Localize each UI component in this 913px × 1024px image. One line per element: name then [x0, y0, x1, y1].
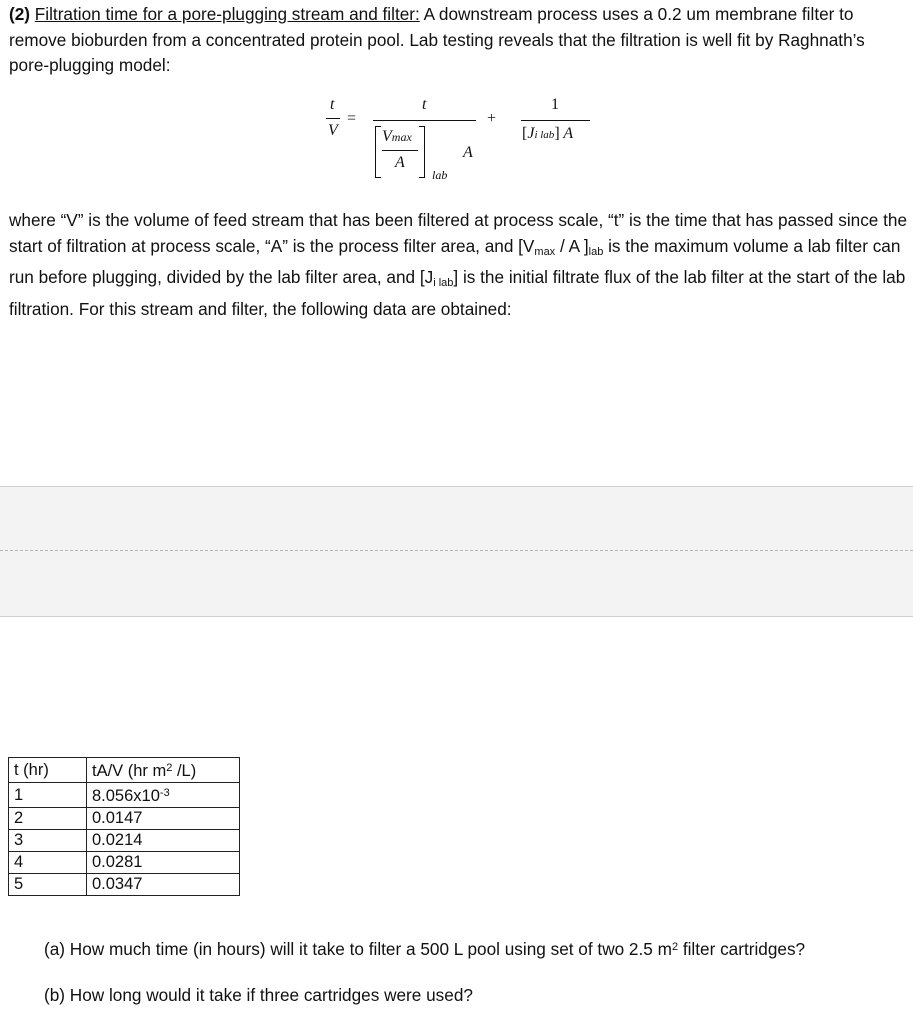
formula-term2-bar [521, 120, 590, 121]
page-break-bottom [0, 551, 913, 617]
problem-intro: A downstream process uses a 0.2 um membrane filter to remove bioburden from a concentrated protein pool. Lab testing reveals that the filtration is well fit by Raghnath’s pore-plugging model: [9, 4, 865, 75]
table-header-tav: tA/V (hr $m^2$ /L) [87, 758, 240, 783]
flux-j: J [527, 125, 535, 142]
problem-number: (2) [9, 4, 31, 24]
formula-term1-area: A [463, 144, 473, 161]
problem-statement [9, 2, 909, 79]
formula-term1-numerator: t [422, 96, 427, 113]
variable-description: where “V” is the volume of feed stream that has been filtered at process scale, “t” is the time that has passed since the start of filtration at process scale, “A” is the process filter area, and [$V_{max}$ / A ]$_{lab}$ is the maximum volume a lab filter can run before plugging, divided by the lab filter area, and $[J_{i lab}]$ is the initial filtrate flux of the lab filter at the start of the lab filtration. For this stream and filter, the following data are obtained: [9, 210, 908, 319]
table-header-row [9, 758, 240, 783]
table-row: 4 0.0281 [9, 852, 240, 874]
formula-lhs-denominator: V [328, 122, 338, 139]
vmax-denominator: A [395, 154, 405, 171]
vmax-bar [382, 150, 418, 151]
formula-plus: + [487, 110, 497, 127]
formula-lhs-numerator: t [330, 96, 335, 113]
formula-lhs-bar [326, 118, 340, 119]
question-b: (b) How long would it take if three cartridges were used? [44, 985, 473, 1005]
formula-term2-numerator: 1 [551, 96, 559, 113]
problem-title: Filtration time for a pore-plugging stream and filter: [34, 4, 420, 24]
bracket-lab-subscript: lab [432, 168, 448, 182]
table-row: 1 $8.056x10^{-3}$ [9, 783, 240, 808]
formula-equals: = [347, 110, 357, 127]
table-header-t: t (hr) [9, 758, 87, 783]
table-row: 3 0.0214 [9, 830, 240, 852]
formula-term1-bar [373, 120, 476, 121]
data-table [8, 757, 240, 896]
vmax-v: V [382, 128, 392, 145]
table-row: 5 0.0347 [9, 874, 240, 896]
page-break-top [0, 486, 913, 551]
table-row: 2 0.0147 [9, 808, 240, 830]
vmax-sub: max [391, 130, 412, 144]
flux-sub: i lab [534, 129, 555, 141]
question-a: (a) How much time (in hours) will it take to filter a 500 L pool using set of two 2.5 $m^2$ filter cartridges? [44, 939, 806, 959]
formula-term2-area: A [563, 125, 574, 142]
